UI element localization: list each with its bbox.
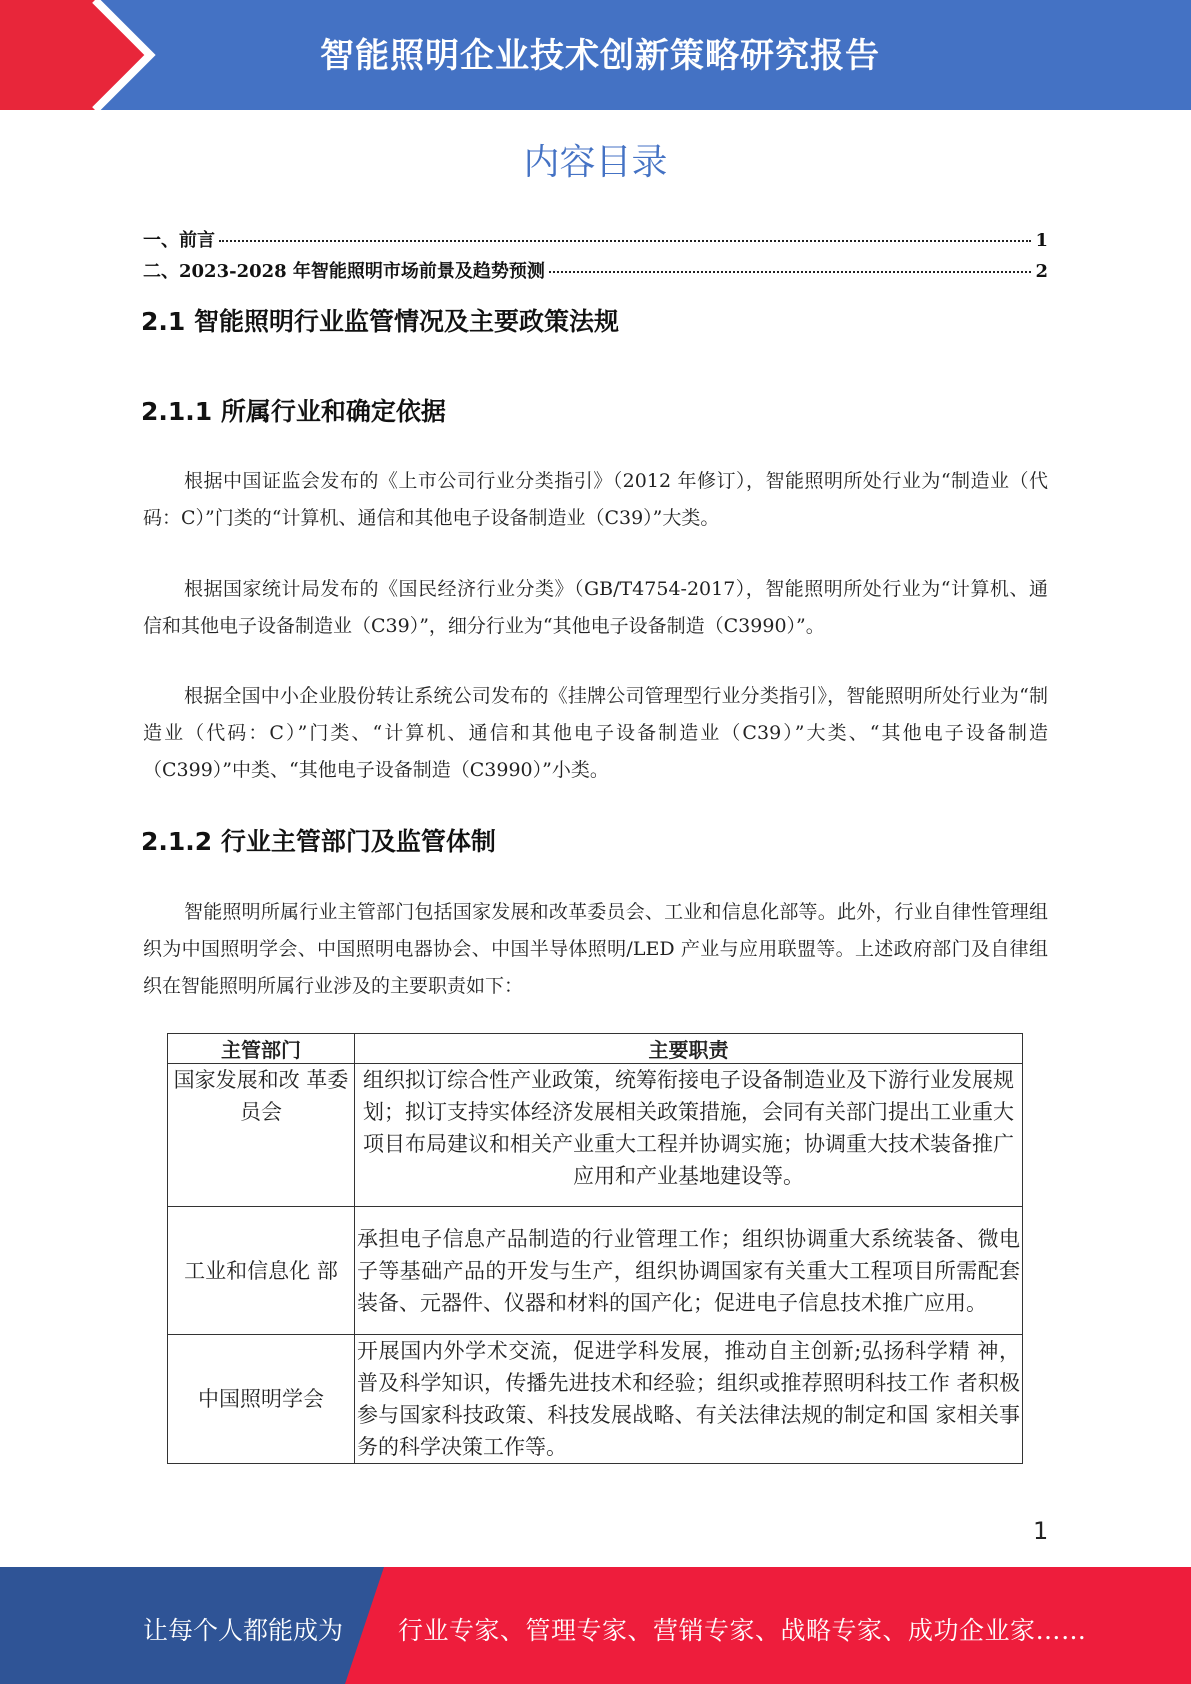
paragraph-regulators-intro: 智能照明所属行业主管部门包括国家发展和改革委员会、工业和信息化部等。此外，行业自律性管理组织为中国照明学会、中国照明电器协会、中国半导体照明/LED 产业与应用联盟等。上述政府部门及自律组织在智能照明所属行业涉及的主要职责如下： <box>143 901 1048 997</box>
table-cell-dept: 中国照明学会 <box>168 1335 355 1464</box>
toc-entry-label: 一、前言 <box>143 230 215 251</box>
table-row <box>168 1335 1023 1464</box>
table-header-dept: 主管部门 <box>168 1034 355 1064</box>
table-cell-duty: 开展国内外学术交流，促进学科发展，推动自主创新;弘扬科学精 神，普及科学知识，传播先进技术和经验；组织或推荐照明科技工作 者积极参与国家科技政策、科技发展战略、有关法律法规的制定和国 家相关事务的科学决策工作等。 <box>355 1335 1023 1464</box>
paragraph-csrc-classification: 根据中国证监会发布的《上市公司行业分类指引》（2012 年修订），智能照明所处行业为“制造业（代码：C）”门类的“计算机、通信和其他电子设备制造业（C39）”大类。 <box>143 470 1048 529</box>
report-title: 智能照明企业技术创新策略研究报告 <box>320 36 880 76</box>
toc-entry[interactable] <box>143 226 1048 252</box>
section-heading-2-1: 2.1 智能照明行业监管情况及主要政策法规 <box>141 307 619 336</box>
paragraph-nbs-classification: 根据国家统计局发布的《国民经济行业分类》（GB/T4754-2017），智能照明所处行业为“计算机、通信和其他电子设备制造业（C39）”，细分行业为“其他电子设备制造（C3990）”。 <box>143 578 1048 637</box>
toc-entry-page: 2 <box>1035 261 1048 282</box>
table-cell-dept: 国家发展和改 革委员会 <box>168 1064 355 1207</box>
table-header-row <box>168 1034 1023 1064</box>
table-cell-duty: 承担电子信息产品制造的行业管理工作；组织协调重大系统装备、微电子等基础产品的开发与生产，组织协调国家有关重大工程项目所需配套装备、元器件、仪器和材料的国产化；促进电子信息技术推广应用。 <box>355 1207 1023 1335</box>
table-row <box>168 1207 1023 1335</box>
toc-leader-dots <box>549 271 1032 273</box>
paragraph-neeq-classification: 根据全国中小企业股份转让系统公司发布的《挂牌公司管理型行业分类指引》，智能照明所处行业为“制造业（代码：C）”门类、“计算机、通信和其他电子设备制造业（C39）”大类、“其他电子设备制造（C399）”中类、“其他电子设备制造（C3990）”小类。 <box>143 685 1048 781</box>
section-heading-2-1-1: 2.1.1 所属行业和确定依据 <box>141 397 446 426</box>
toc-leader-dots <box>219 240 1031 242</box>
table-row <box>168 1064 1023 1207</box>
toc-entry-page: 1 <box>1035 230 1048 251</box>
toc-entry[interactable] <box>143 257 1048 283</box>
regulators-table <box>167 1033 1023 1464</box>
footer-slogan-left: 让每个人都能成为 <box>143 1616 344 1645</box>
table-cell-duty: 组织拟订综合性产业政策，统筹衔接电子设备制造业及下游行业发展规划；拟订支持实体经济发展相关政策措施，会同有关部门提出工业重大项目布局建议和相关产业重大工程并协调实施；协调重大技术装备推广应用和产业基地建设等。 <box>355 1064 1023 1207</box>
toc-heading: 内容目录 <box>523 142 668 183</box>
table-header-duty: 主要职责 <box>355 1034 1023 1064</box>
footer-slogan-right: 行业专家、管理专家、营销专家、战略专家、成功企业家…… <box>398 1616 1087 1645</box>
toc-entry-label: 二、2023-2028 年智能照明市场前景及趋势预测 <box>143 261 545 282</box>
report-header-banner <box>0 0 1191 110</box>
footer-banner <box>0 1567 1191 1684</box>
table-cell-dept: 工业和信息化 部 <box>168 1207 355 1335</box>
section-heading-2-1-2: 2.1.2 行业主管部门及监管体制 <box>141 827 496 856</box>
page-number: 1 <box>1033 1517 1049 1545</box>
